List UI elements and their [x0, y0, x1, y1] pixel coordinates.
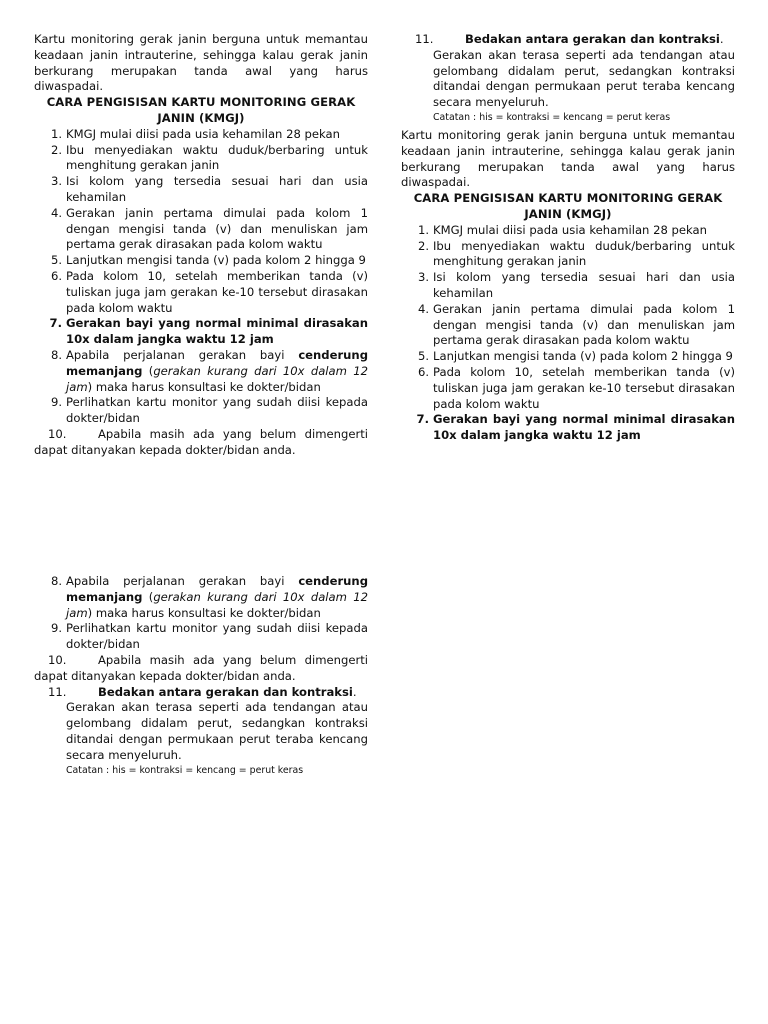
list-item: 7. Gerakan bayi yang normal minimal dirasakan 10x dalam jangka waktu 12 jam: [416, 412, 735, 443]
note: Catatan : his = kontraksi = kencang = perut keras: [66, 764, 304, 776]
left-top-section: [34, 32, 368, 459]
list-item: 5. Lanjutkan mengisi tanda (v) pada kolom 2 hingga 9: [50, 253, 366, 268]
instruction-list: [34, 127, 368, 459]
list-item: 10. Apabila masih ada yang belum dimengerti dapat ditanyakan kepada dokter/bidan anda.: [34, 652, 368, 683]
list-item: 7. Gerakan bayi yang normal minimal dirasakan 10x dalam jangka waktu 12 jam: [49, 316, 368, 347]
list-item: 5. Lanjutkan mengisi tanda (v) pada kolom 2 hingga 9: [417, 349, 733, 364]
section-heading: CARA PENGISISAN KARTU MONITORING GERAK JANIN (KMGJ): [46, 95, 356, 125]
list-item: 11. Bedakan antara gerakan dan kontraksi. Gerakan akan terasa seperti ada tendangan atau gelombang didalam perut, sedangkan kontraksi ditandai dengan permukaan perut teraba kencang secara menyeluruh. Catatan : his = kontraksi = kencang = perut keras: [34, 685, 368, 777]
list-item: 3. Isi kolom yang tersedia sesuai hari dan usia kehamilan: [50, 174, 368, 204]
list-item: 6. Pada kolom 10, setelah memberikan tanda (v) tuliskan juga jam gerakan ke-10 tersebut dirasakan pada kolom waktu: [417, 364, 735, 411]
contraction-explanation: Gerakan akan terasa seperti ada tendangan atau gelombang didalam perut, sedangkan kontraksi ditandai dengan permukaan perut teraba kencang secara menyeluruh. Catatan : his = kontraksi = kencang = perut keras: [66, 700, 368, 776]
list-item: 4. Gerakan janin pertama dimulai pada kolom 1 dengan mengisi tanda (v) dan menuliskan jam pertama gerak dirasakan pada kolom waktu: [417, 301, 735, 348]
list-item: 1. KMGJ mulai diisi pada usia kehamilan 28 pekan: [417, 222, 707, 237]
intro-paragraph: Kartu monitoring gerak janin berguna untuk memantau keadaan janin intrauterine, sehingga kalau gerak janin berkurang merupakan tanda awal yang harus diwaspadai.: [34, 32, 368, 94]
list-item: 1. KMGJ mulai diisi pada usia kehamilan 28 pekan: [50, 126, 340, 141]
contraction-explanation: Gerakan akan terasa seperti ada tendangan atau gelombang didalam perut, sedangkan kontraksi ditandai dengan permukaan perut teraba kencang secara menyeluruh. Catatan : his = kontraksi = kencang = perut keras: [433, 47, 735, 123]
list-item: 9. Perlihatkan kartu monitor yang sudah diisi kepada dokter/bidan: [50, 621, 368, 652]
list-item: 4. Gerakan janin pertama dimulai pada kolom 1 dengan mengisi tanda (v) dan menuliskan jam pertama gerak dirasakan pada kolom waktu: [50, 205, 368, 252]
list-item: 11. Bedakan antara gerakan dan kontraksi. Gerakan akan terasa seperti ada tendangan atau gelombang didalam perut, sedangkan kontraksi ditandai dengan permukaan perut teraba kencang secara menyeluruh. Catatan : his = kontraksi = kencang = perut keras: [401, 32, 735, 124]
instruction-list: [401, 223, 735, 444]
instruction-list-item11: [401, 32, 735, 124]
list-item: 3. Isi kolom yang tersedia sesuai hari dan usia kehamilan: [417, 270, 735, 300]
instruction-list-continued: [34, 574, 368, 777]
intro-paragraph: Kartu monitoring gerak janin berguna untuk memantau keadaan janin intrauterine, sehingga kalau gerak janin berkurang merupakan tanda awal yang harus diwaspadai.: [401, 127, 735, 190]
right-section: [401, 32, 735, 444]
left-bottom-section: [34, 574, 368, 777]
list-item: 9. Perlihatkan kartu monitor yang sudah diisi kepada dokter/bidan: [50, 395, 368, 426]
list-item: 8. Apabila perjalanan gerakan bayi cenderung memanjang (gerakan kurang dari 10x dalam 12 jam) maka harus konsultasi ke dokter/bidan: [50, 347, 369, 394]
list-item: 10. Apabila masih ada yang belum dimengerti dapat ditanyakan kepada dokter/bidan anda.: [34, 426, 368, 457]
list-item: 6. Pada kolom 10, setelah memberikan tanda (v) tuliskan juga jam gerakan ke-10 tersebut dirasakan pada kolom waktu: [50, 268, 368, 315]
list-item: 2. Ibu menyediakan waktu duduk/berbaring untuk menghitung gerakan janin: [50, 142, 368, 173]
list-item: 8. Apabila perjalanan gerakan bayi cenderung memanjang (gerakan kurang dari 10x dalam 12 jam) maka harus konsultasi ke dokter/bidan: [50, 574, 369, 620]
list-item: 2. Ibu menyediakan waktu duduk/berbaring untuk menghitung gerakan janin: [417, 238, 735, 269]
note: Catatan : his = kontraksi = kencang = perut keras: [433, 111, 671, 123]
section-heading: CARA PENGISISAN KARTU MONITORING GERAK JANIN (KMGJ): [413, 191, 723, 221]
